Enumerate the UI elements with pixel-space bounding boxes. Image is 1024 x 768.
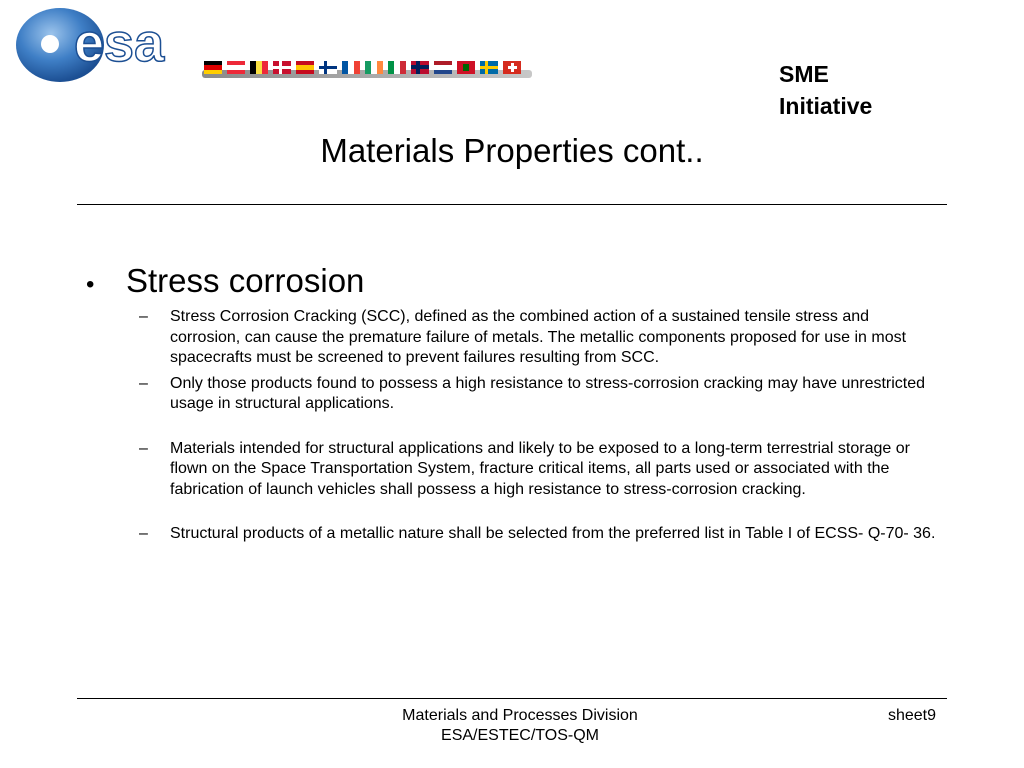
bullet-item xyxy=(86,261,946,301)
slide-content xyxy=(86,261,946,550)
dash-icon: – xyxy=(139,525,148,542)
esa-logo-icon xyxy=(12,4,532,86)
slide-title: Materials Properties cont.. xyxy=(320,132,704,169)
sme-line2: Initiative xyxy=(779,93,873,119)
header-divider xyxy=(77,204,947,205)
sub-bullet-text: Materials intended for structural applications and likely to be exposed to a long-term terrestrial storage or flown on the Space Transportation System, fracture critical items, all parts used or associated with the fabrication of launch vehicles shall possess a high resistance to stress-corrosion cracking. xyxy=(170,439,910,498)
bullet-dot-icon: • xyxy=(86,271,95,298)
sub-bullet-text: Stress Corrosion Cracking (SCC), defined as the combined action of a sustained tensile stress and corrosion, can cause the premature failure of metals. The metallic components proposed for use in most spacecrafts must be screened to prevent failures resulting from SCC. xyxy=(170,308,907,366)
dash-icon: – xyxy=(139,374,148,392)
footer-line2: ESA/ESTEC/TOS-QM xyxy=(441,727,599,744)
logo-text: esa xyxy=(74,13,165,73)
footer-line1: Materials and Processes Division xyxy=(402,707,638,724)
bullet-heading: Stress corrosion xyxy=(126,262,365,299)
dash-icon: – xyxy=(139,439,148,457)
sheet-number: sheet9 xyxy=(887,707,936,724)
dash-icon: – xyxy=(139,308,148,325)
footer-divider xyxy=(77,698,947,699)
sub-bullet-item xyxy=(86,524,946,545)
sub-bullet-text: Structural products of a metallic nature shall be selected from the preferred list in Table I of ECSS- Q-70- 36. xyxy=(170,525,936,542)
sub-bullet-item xyxy=(86,307,946,369)
sub-bullet-item xyxy=(86,439,946,501)
sme-line1: SME xyxy=(779,61,829,87)
footer-division xyxy=(320,706,720,746)
sub-bullet-text: Only those products found to possess a high resistance to stress-corrosion cracking may have unrestricted usage in structural applications. xyxy=(170,374,926,412)
sub-bullet-item xyxy=(86,374,946,415)
sub-bullet-list xyxy=(86,307,946,545)
sme-initiative-label xyxy=(779,58,872,122)
